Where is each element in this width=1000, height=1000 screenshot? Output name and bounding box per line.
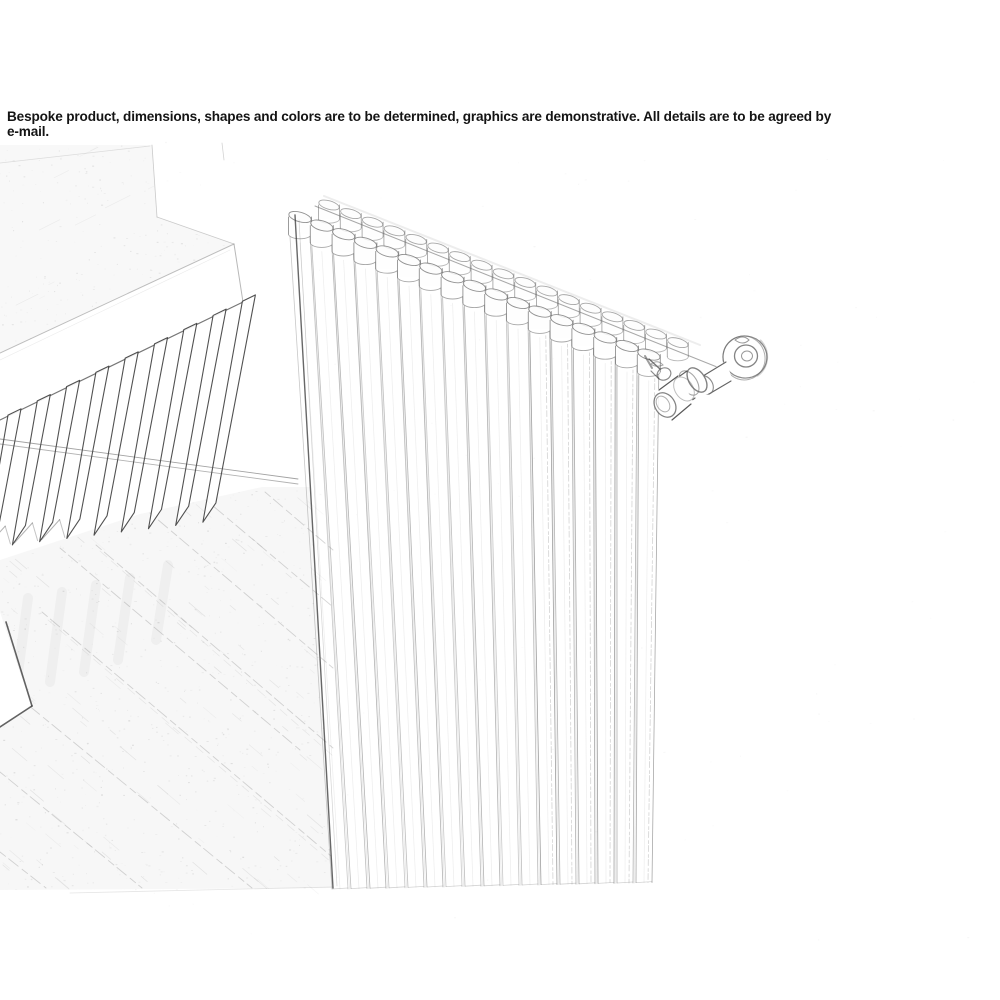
disclaimer-line-1: Bespoke product, dimensions, shapes and colors are to be determined, graphics are demonstrative. All details are to be agreed by <box>7 109 832 124</box>
disclaimer-line-2: e-mail. <box>7 123 50 139</box>
thermostatic-valve-sketch <box>645 356 733 422</box>
radiator-sketch <box>288 196 722 889</box>
wood-floor-sketch <box>0 487 333 894</box>
